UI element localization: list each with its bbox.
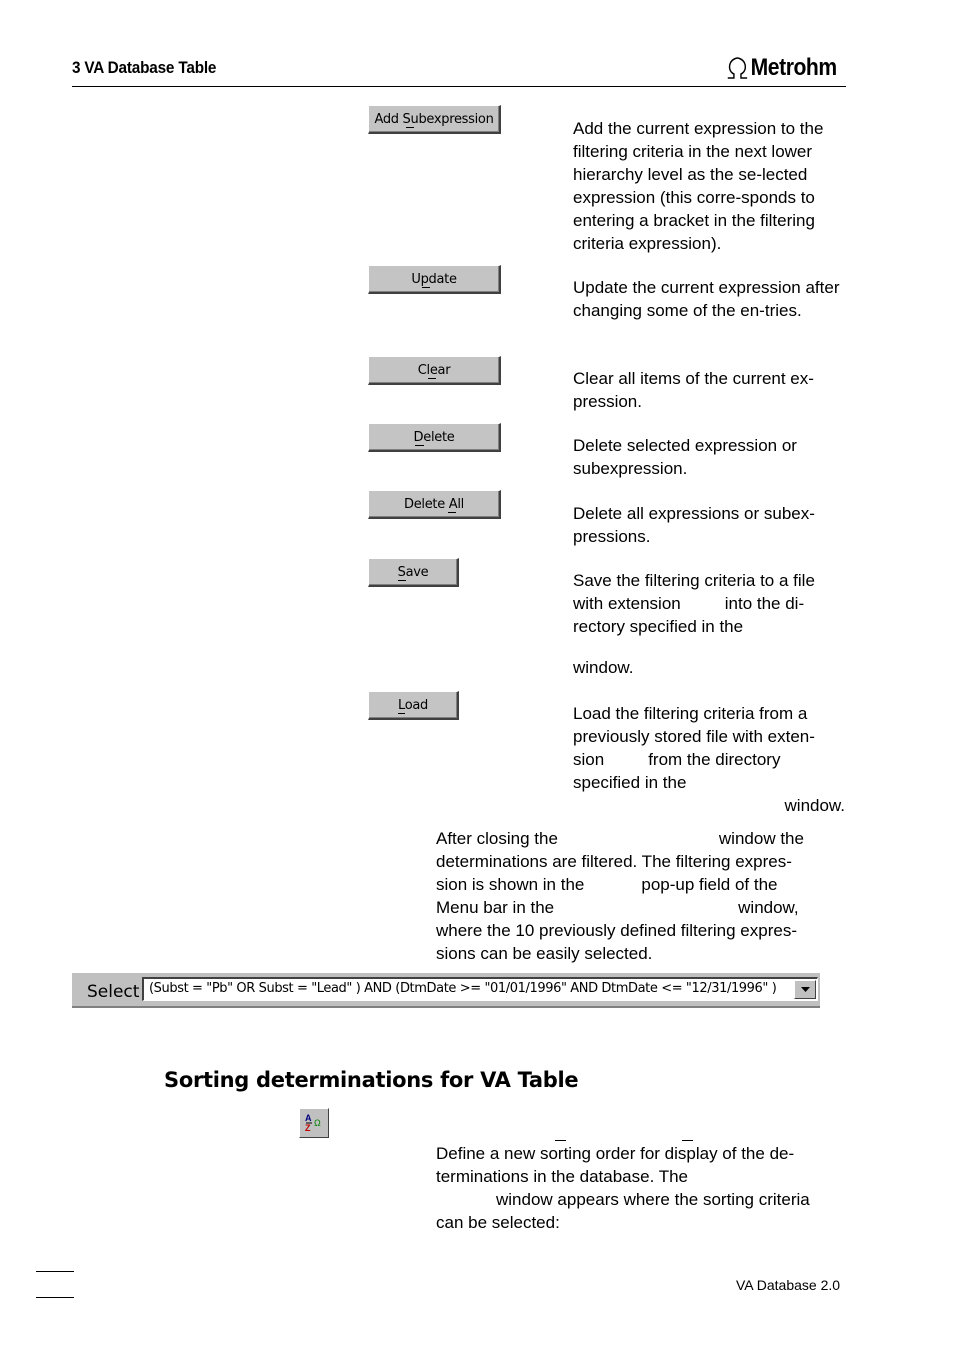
mnemonic-underline bbox=[406, 127, 414, 128]
mnemonic-underline bbox=[398, 713, 405, 714]
save-desc-line: Save the filtering criteria to a file bbox=[573, 571, 815, 590]
text-fragment: window the bbox=[718, 829, 804, 848]
sort-az-icon-graphic bbox=[300, 1109, 328, 1137]
update-button[interactable]: Update bbox=[368, 265, 501, 294]
paragraph-line: determinations are filtered. The filtering expres- bbox=[436, 852, 792, 871]
brand-logo bbox=[726, 54, 837, 82]
mnemonic-underline bbox=[555, 1140, 566, 1141]
add-subexpression-description: Add the current expression to the filtering criteria in the next lower hierarchy level as the se-lected expression (this corre-sponds to entering a bracket in the filtering criteria expression). bbox=[573, 119, 824, 253]
paragraph-line bbox=[436, 827, 846, 850]
save-desc-line bbox=[573, 592, 845, 615]
load-desc-line bbox=[573, 748, 845, 771]
paragraph-line: terminations in the database. The bbox=[436, 1167, 689, 1186]
footer-rule bbox=[36, 1271, 74, 1272]
page-header-title: 3 VA Database Table bbox=[72, 58, 217, 77]
text-fragment: window, bbox=[738, 898, 799, 917]
delete-description: Delete selected expression or subexpression. bbox=[573, 436, 797, 478]
delete-button[interactable]: Delete bbox=[368, 423, 501, 452]
omega-icon bbox=[726, 57, 749, 79]
clear-description: Clear all items of the current ex-pression. bbox=[573, 369, 814, 411]
paragraph-line: window appears where the sorting criteria bbox=[496, 1190, 810, 1209]
paragraph-line: where the 10 previously defined filtering expres- bbox=[436, 921, 797, 940]
text-fragment: Menu bar in the bbox=[436, 898, 555, 917]
clear-button[interactable]: Clear bbox=[368, 356, 501, 385]
svg-text:A: A bbox=[305, 1113, 312, 1123]
save-button[interactable]: Save bbox=[368, 558, 459, 587]
text-fragment: After closing the bbox=[436, 829, 558, 848]
mnemonic-underline bbox=[422, 287, 430, 288]
text-fragment: sion bbox=[573, 750, 605, 769]
paragraph-line bbox=[436, 896, 846, 919]
text-fragment: pop-up field of the bbox=[641, 875, 778, 894]
paragraph-line: Define a new sorting order for display of the de- bbox=[436, 1144, 795, 1163]
update-description: Update the current expression after changing some of the en-tries. bbox=[573, 278, 840, 320]
select-value: (Subst = "Pb" OR Subst = "Lead" ) AND (DtmDate >= "01/01/1996" AND DtmDate <= "12/31/1996" ) bbox=[149, 981, 777, 996]
load-desc-line: window. bbox=[784, 796, 845, 815]
paragraph-line: can be selected: bbox=[436, 1213, 560, 1232]
footer-rule bbox=[36, 1297, 74, 1298]
mnemonic-underline bbox=[398, 580, 406, 581]
load-desc-line: Load the filtering criteria from a bbox=[573, 704, 808, 723]
add-subexpression-button[interactable]: Add Subexpression bbox=[368, 105, 501, 134]
save-description bbox=[573, 569, 845, 679]
paragraph-line bbox=[436, 873, 846, 896]
text-fragment: into the di- bbox=[724, 594, 805, 613]
select-label: Select bbox=[87, 982, 140, 1002]
select-toolbar bbox=[72, 973, 820, 1008]
sort-az-icon[interactable] bbox=[299, 1108, 329, 1138]
text-fragment: sion is shown in the bbox=[436, 875, 585, 894]
sorting-paragraph bbox=[436, 1142, 846, 1234]
delete-all-description: Delete all expressions or subex-pressions. bbox=[573, 504, 815, 546]
header-divider bbox=[72, 86, 846, 87]
footer-product: VA Database 2.0 bbox=[736, 1277, 841, 1293]
select-dropdown[interactable] bbox=[142, 977, 818, 1001]
mnemonic-underline bbox=[448, 512, 456, 513]
brand-name: Metrohm bbox=[750, 54, 837, 81]
load-desc-line: previously stored file with exten- bbox=[573, 727, 815, 746]
mnemonic-underline bbox=[415, 445, 424, 446]
load-desc-line: specified in the bbox=[573, 773, 687, 792]
text-fragment: with extension bbox=[573, 594, 681, 613]
load-button[interactable]: Load bbox=[368, 691, 459, 720]
delete-all-button[interactable]: Delete All bbox=[368, 490, 501, 519]
section-heading: Sorting determinations for VA Table bbox=[164, 1068, 579, 1092]
save-desc-line: rectory specified in the bbox=[573, 617, 744, 636]
mnemonic-underline bbox=[428, 378, 436, 379]
chevron-down-icon bbox=[801, 987, 810, 992]
save-desc-line: window. bbox=[573, 658, 634, 677]
text-fragment: from the directory bbox=[648, 750, 781, 769]
after-closing-paragraph bbox=[436, 827, 846, 965]
dropdown-arrow-button[interactable] bbox=[794, 980, 816, 999]
svg-text:Z: Z bbox=[305, 1123, 311, 1133]
mnemonic-underline bbox=[682, 1140, 693, 1141]
load-description bbox=[573, 702, 845, 817]
paragraph-line: sions can be easily selected. bbox=[436, 944, 653, 963]
svg-text:Ω: Ω bbox=[314, 1118, 321, 1128]
